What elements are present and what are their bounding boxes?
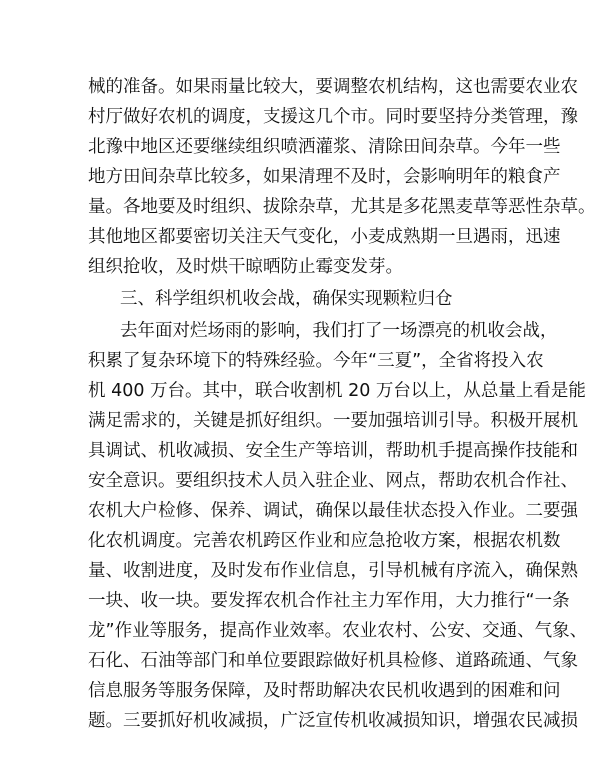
paragraph-line: 满足需求的，关键是抓好组织。一要加强培训引导。积极开展机 [88, 411, 578, 431]
paragraph-line: 一块、收一块。要发挥农机合作社主力军作用，大力推行“一条 [88, 591, 570, 611]
paragraph-line: 安全意识。要组织技术人员入驻企业、网点，帮助农机合作社、 [88, 471, 578, 491]
paragraph-line: 械的准备。如果雨量比较大，要调整农机结构，这也需要农业农 [88, 77, 578, 97]
paragraph-line: 信息服务等服务保障，及时帮助解决农民机收遇到的困难和问 [88, 681, 561, 701]
paragraph-line: 具调试、机收减损、安全生产等培训，帮助机手提高操作技能和 [88, 441, 578, 461]
paragraph-line: 量、收割进度，及时发布作业信息，引导机械有序流入，确保熟 [88, 561, 578, 581]
paragraph-line: 去年面对烂场雨的影响，我们打了一场漂亮的机收会战， [120, 321, 558, 341]
paragraph-line: 其他地区都要密切关注天气变化，小麦成熟期一旦遇雨，迅速 [88, 227, 561, 247]
paragraph-line: 组织抢收，及时烘干晾晒防止霉变发芽。 [88, 257, 403, 277]
paragraph-line: 龙”作业等服务，提高作业效率。农业农村、公安、交通、气象、 [88, 621, 588, 641]
paragraph-line: 石化、石油等部门和单位要跟踪做好机具检修、道路疏通、气象 [88, 651, 578, 671]
paragraph-line: 农机大户检修、保养、调试，确保以最佳状态投入作业。二要强 [88, 501, 578, 521]
paragraph-line: 村厅做好农机的调度，支援这几个市。同时要坚持分类管理，豫 [88, 107, 578, 127]
paragraph-line: 北豫中地区还要继续组织喷洒灌浆、清除田间杂草。今年一些 [88, 137, 561, 157]
paragraph-line: 积累了复杂环境下的特殊经验。今年“三夏”，全省将投入农 [88, 351, 544, 371]
paragraph-line: 机 400 万台。其中，联合收割机 20 万台以上，从总量上看是能 [88, 381, 586, 401]
paragraph-line: 题。三要抓好机收减损，广泛宣传机收减损知识，增强农民减损 [88, 711, 578, 731]
paragraph-line: 化农机调度。完善农机跨区作业和应急抢收方案，根据农机数 [88, 531, 561, 551]
paragraph-line: 量。各地要及时组织、拔除杂草，尤其是多花黑麦草等恶性杂草。 [88, 197, 596, 217]
section-heading: 三、科学组织机收会战，确保实现颗粒归仓 [120, 289, 453, 309]
paragraph-line: 地方田间杂草比较多，如果清理不及时，会影响明年的粮食产 [88, 167, 561, 187]
